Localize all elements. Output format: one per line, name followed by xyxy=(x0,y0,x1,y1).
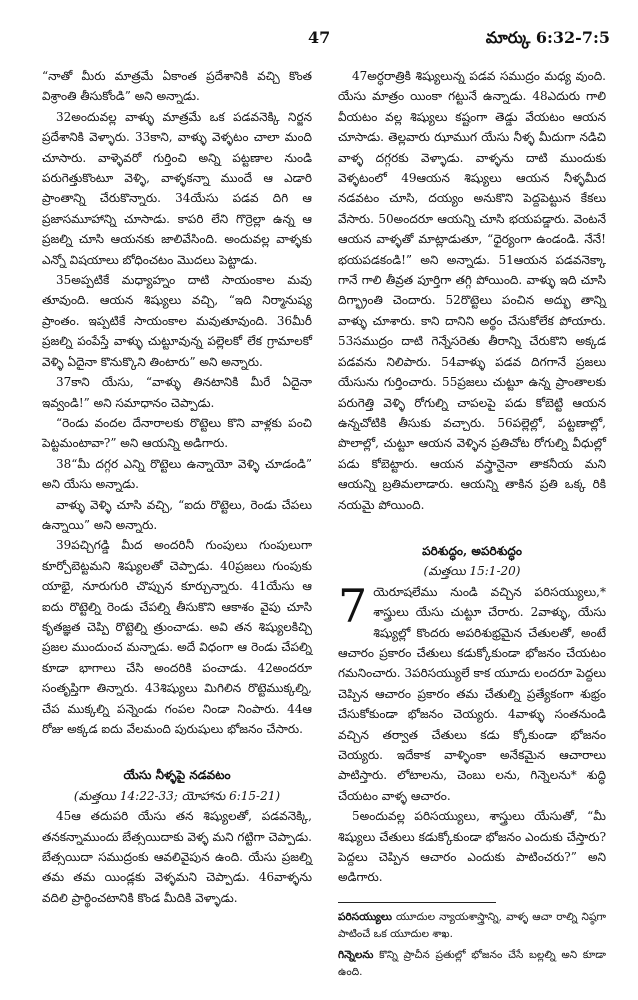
paragraph: 5అందువల్ల పరిసయ్యులు, శాస్త్రులు యేసుతో, “మీ శిష్యులు చేతులు కడుక్కోకుండా భోజనం ఎందుకు చేస్తారు? పెద్దలు చెప్పిన ఆచారం ఎందుకు పాటించరు?” అని అడిగారు. xyxy=(338,809,606,885)
paragraph: 45ఆ తదుపరి యేసు తన శిష్యులతో, పడవనెక్కి, తనకన్నాముందు బేత్సయిదాకు వెళ్ళ మని గట్టిగా చెప్పాడు. బేత్సయిదా సముద్రంకు ఆవలివైపున ఉంది. యేసు ప్రజల్ని తమ తమ యిండ్లకు వెళ్ళమని చెప్పాడు. 46వాళ్ళను వదిలి ప్రార్థించటానికి కొండ మీదికి వెళ్ళాడు. xyxy=(42,809,312,905)
footnote-text: కొన్ని ప్రాచీన ప్రతుల్లో భోజనం చేసే బల్లల్ని అని కూడా ఉంది. xyxy=(338,948,606,978)
paragraph: “రెండు వందల దేనారాలకు రొట్టెలు కొని వాళ్లకు పంచి పెట్టమంటావా?” అని ఆయన్ని అడిగారు. xyxy=(42,415,312,451)
page-number: 47 xyxy=(308,28,331,47)
paragraph: 35అప్పటికే మధ్యాహ్నం దాటి సాయంకాల మవు తూవుంది. ఆయన శిష్యులు వచ్చి, “ఇది నిర్మానుష్య ప్రాంతం. ఇప్పటికే సాయంకాల మవుతూవుంది. 36మీరీ ప్రజల్ని పంపేస్తే వాళ్ళు చుట్టూవున్న పల్లెలకో లేక గ్రామాలకో వెళ్ళి ఏదైనా కొనుక్కొని తింటారు” అని అన్నారు. xyxy=(42,273,312,369)
right-column xyxy=(338,66,606,981)
running-head: మార్కు 6:32-7:5 xyxy=(485,28,610,47)
paragraph: 37కాని యేసు, “వాళ్ళు తినటానికి మీరే ఏదైనా ఇవ్వండి!” అని సమాధానం చెప్పాడు. xyxy=(42,375,312,410)
footnote xyxy=(338,909,606,943)
chapter-number: 7 xyxy=(338,578,368,633)
cross-reference: (మత్తయి 15:1-20) xyxy=(423,564,521,579)
paragraph: 39పచ్చిగడ్డి మీద అందరినీ గుంపులు గుంపులుగా కూర్చోబెట్టమని శిష్యులతో చెప్పాడు. 40ప్రజలు గుంపుకు యాభై, నూరుగురి చొప్పున కూర్చున్నారు. 41యేసు ఆ ఐదు రొట్టెల్ని రెండు చేపల్ని తీసుకొని ఆకాశం వైపు చూసి కృతజ్ఞత చెప్పి రొట్టెల్ని త్రుంచాడు. అవి తన శిష్యులకిచ్చి ప్రజల ముందుంచ మన్నాడు. అదే విధంగా ఆ రెండు చేపల్ని కూడా భాగాలు చేసి అందరికి పంచాడు. 42అందరూ సంతృప్తిగా తిన్నారు. 43శిష్యులు మిగిలిన రొట్టెముక్కల్ని, చేప ముక్కల్ని పన్నెండు గంపల నిండా నింపారు. 44ఆ రోజు అక్కడ ఐదు వేలమంది పురుషులు భోజనం చేసారు. xyxy=(42,538,312,736)
paragraph-text: యెరూషలేము నుండి వచ్చిన పరిసయ్యులు,* శాస్త్రులు యేసు చుట్టూ చేరారు. 2వాళ్ళు, యేసు శిష్యుల్లో కొందరు అపరిశుభ్రమైన చేతులతో, అంటే ఆచారం ప్రకారం చేతులు కడుక్కోకుండా భోజనం చేయటం గమనించారు. 3పరిసయ్యులే కాక యూదు లందరూ పెద్దలు చెప్పిన ఆచారం ప్రకారం తమ చేతుల్ని ప్రత్యేకంగా శుభ్రం చేసుకోకుండా భోజనం చెయ్యరు. 4వాళ్ళు సంతనుండి వచ్చిన తర్వాత చేతులు కడు క్కోకుండా భోజనం చెయ్యరు. ఇదేకాక వాళ్ళింకా అనేకమైన ఆచారాలు పాటిస్తారు. లోటాలను, చెంబు లను, గిన్నెలను* శుద్ధి చేయటం వాళ్ళ ఆచారం. xyxy=(338,584,606,803)
paragraph: “నాతో మీరు మాత్రమే ఏకాంత ప్రదేశానికి వచ్చి కొంత విశ్రాంతి తీసుకోండి” అని అన్నాడు. xyxy=(42,69,312,104)
footnote xyxy=(338,947,606,981)
chapter-paragraph xyxy=(338,578,606,806)
footnote-term: పరిసయ్యులు xyxy=(338,910,392,923)
footnote-divider xyxy=(338,902,496,903)
footnote-text: యూదుల న్యాయశాస్త్రాన్ని, వాళ్ళ ఆచా రాల్ని నిష్ఠగా పాటించే ఒక యూదుల శాఖ. xyxy=(338,910,606,940)
section-heading: యేసు నీళ్ళపై నడవటం xyxy=(123,768,231,783)
left-column xyxy=(42,66,312,908)
paragraph: 38“మీ దగ్గర ఎన్ని రొట్టెలు ఉన్నాయో వెళ్ళి చూడండి” అని యేసు అన్నాడు. xyxy=(42,456,312,492)
paragraph: వాళ్ళు వెళ్ళి చూసి వచ్చి, “ఐదు రొట్టెలు, రెండు చేపలు ఉన్నాయి” అని అన్నారు. xyxy=(42,497,312,532)
page-header xyxy=(0,28,638,54)
paragraph: 47అర్ధరాత్రికి శిష్యులున్న పడవ సముద్రం మధ్య వుంది. యేసు మాత్రం యింకా గట్టునే ఉన్నాడు. 48ఎదురు గాలి వీయటం వల్ల శిష్యులు కష్టంగా తెడ్డు వేయటం ఆయన చూసాడు. తెల్లవారు ఝాముగ యేసు నీళ్ళ మీదుగా నడిచి వాళ్ళ దగ్గరకు వెళ్ళాడు. వాళ్ళను దాటి ముందుకు వెళ్ళటంలో 49ఆయన శిష్యులు ఆయన నీళ్ళమీద నడవటం చూసి, దయ్యం అనుకొని పెద్దపెట్టున కేకలు వేసారు. 50అందరూ ఆయన్ని చూసి భయపడ్డారు. వెంటనే ఆయన వాళ్ళతో మాట్లాడుతూ, “ధైర్యంగా ఉండండి. నేనే! భయపడకండి!” అని అన్నాడు. 51ఆయన పడవనెక్కా గానే గాలి తీవ్రత పూర్తిగా తగ్గి పోయింది. వాళ్ళు ఇది చూసి దిగ్భ్రాంతి చెందారు. 52రొట్టెలు పంచిన అద్భు తాన్ని వాళ్ళు చూశారు. కాని దానిని అర్థం చేసుకోలేక పోయారు. 53సముద్రం దాటి గెన్నేసరెతు తీరాన్ని చేరుకొని అక్కడ పడవను నిలిపారు. 54వాళ్ళు పడవ దిగగానే ప్రజలు యేసును గుర్తించారు. 55ప్రజలు చుట్టూ ఉన్న ప్రాంతాలకు పరుగెత్తి వెళ్ళి రోగుల్ని చాపలపై పడు కోబెట్టి ఆయన ఉన్నచోటికి తీసుకు వచ్చారు. 56పల్లెల్లో, పట్టణాల్లో, పొలాల్లో, చుట్టూ ఆయన వెళ్ళిన ప్రతిచోట రోగుల్ని వీధుల్లో పడు కోబెట్టారు. ఆయన వస్త్రానైనా తాకనీయ మని ఆయన్ని బ్రతిమలాడారు. ఆయన్ని తాకిన ప్రతి ఒక్క రికి నయమై పోయింది. xyxy=(338,69,606,512)
footnote-term: గిన్నెలను xyxy=(338,948,374,961)
paragraph: 32అందువల్ల వాళ్ళు మాత్రమే ఒక పడవనెక్కి నిర్జన ప్రదేశానికి వెళ్ళారు. 33కాని, వాళ్ళు వెళ్ళటం చాలా మంది చూసారు. వాళ్ళెవరో గుర్తించి అన్ని పట్టణాల నుండి పరుగెత్తుకొంటూ వెళ్ళి, వాళ్ళకన్నా ముందే ఆ ఎడారి ప్రాంతాన్ని చేరుకొన్నారు. 34యేసు పడవ దిగి ఆ ప్రజాసమూహాన్ని చూసాడు. కాపరి లేని గొర్రెల్లా ఉన్న ఆ ప్రజల్ని చూసి ఆయనకు జాలివేసింది. అందువల్ల వాళ్ళకు ఎన్నో విషయాలు బోధించటం మొదలు పెట్టాడు. xyxy=(42,109,312,267)
section-heading: పరిశుద్ధం, అపరిశుద్ధం xyxy=(422,543,522,558)
cross-reference: (మత్తయి 14:22-33; యోహాను 6:15-21) xyxy=(73,788,281,803)
